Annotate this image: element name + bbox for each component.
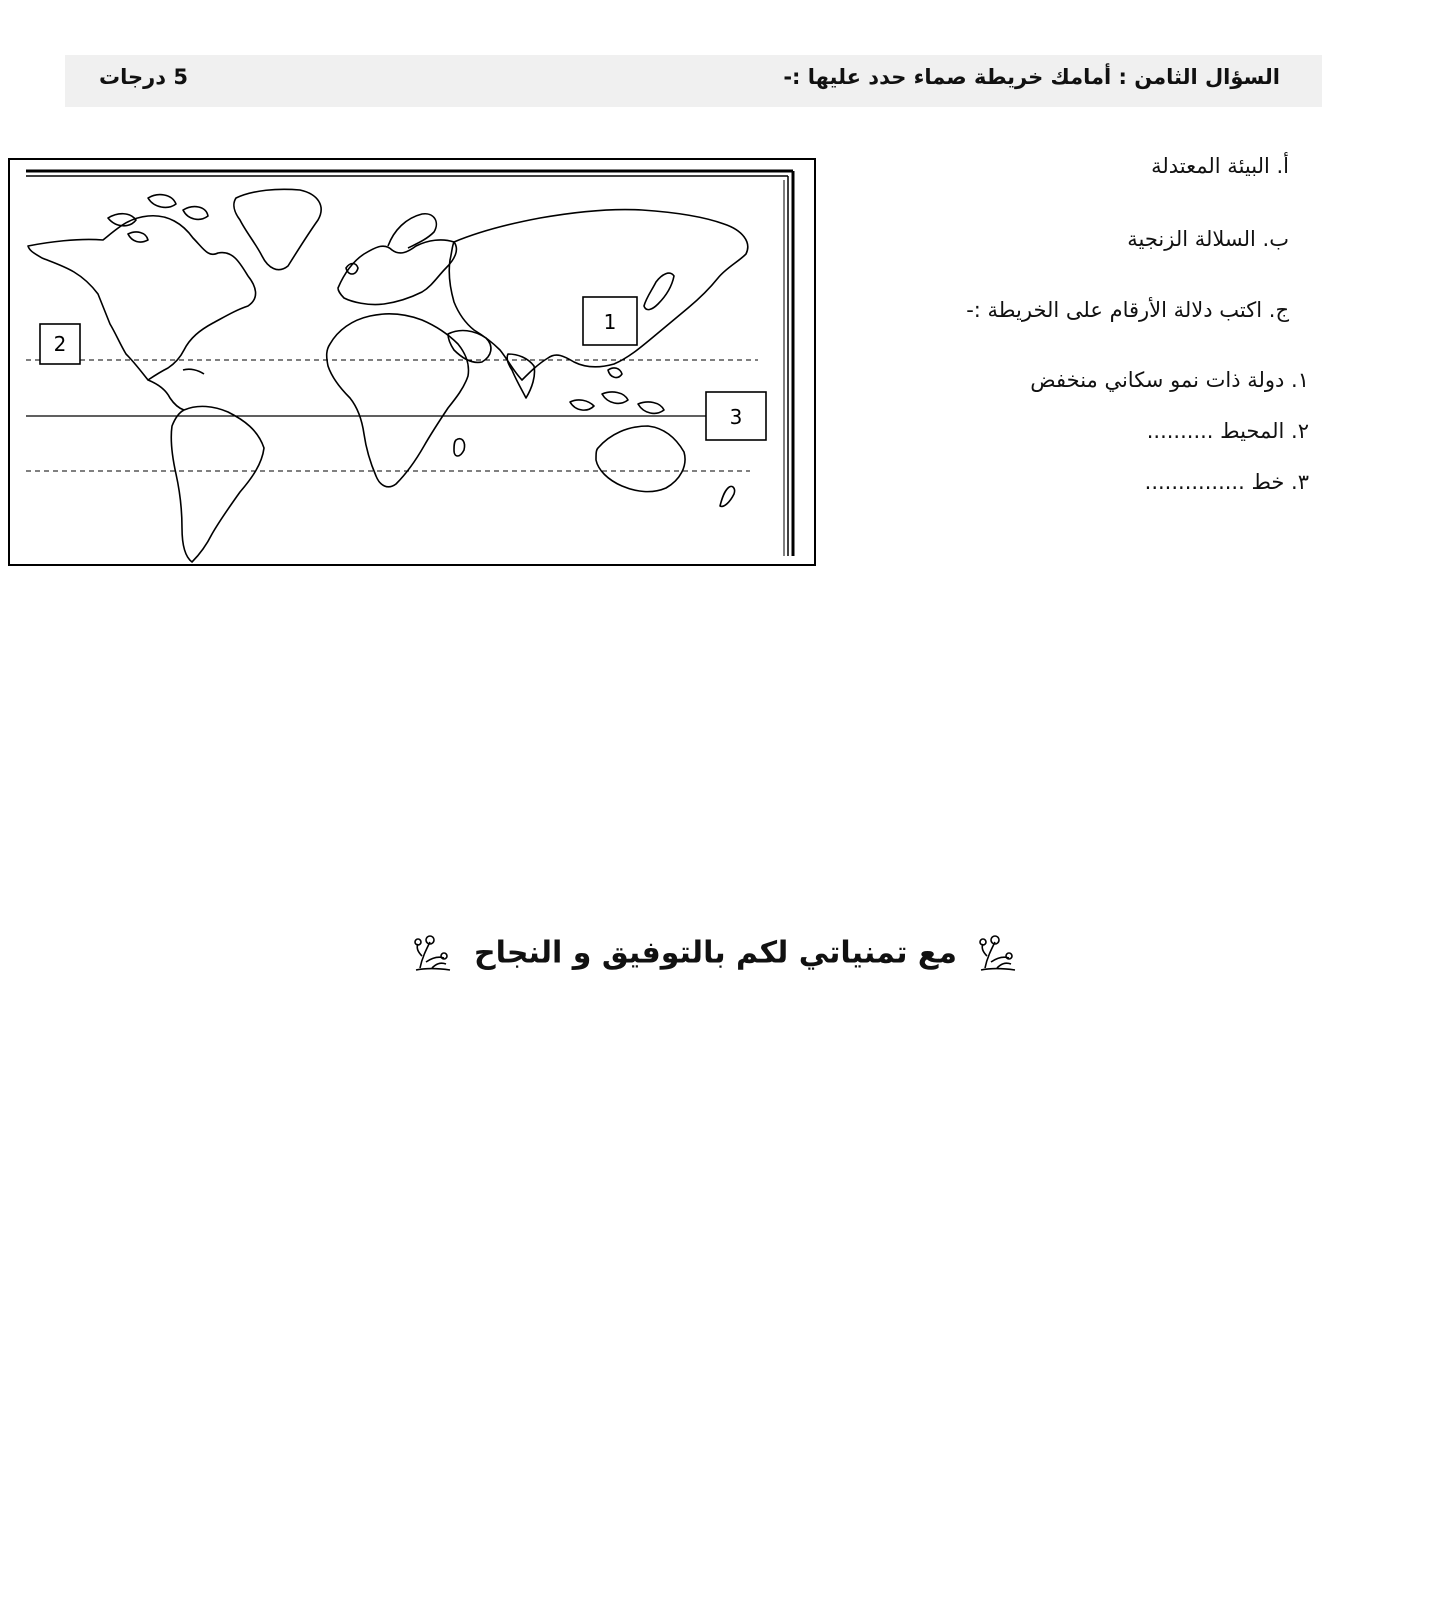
map-box-1-label: 1	[603, 310, 617, 334]
floral-ornament-icon	[975, 932, 1021, 976]
map-box-2-label: 2	[53, 332, 67, 356]
map-box-3-label: 3	[729, 405, 743, 429]
closing-message	[0, 932, 1431, 976]
task-c: ج. اكتب دلالة الأرقام على الخريطة :-	[966, 298, 1289, 322]
answer-item-3: ٣. خط ...............	[1144, 470, 1309, 494]
question-marks: 5 درجات	[99, 65, 188, 89]
floral-ornament-icon	[410, 932, 456, 976]
question-title: السؤال الثامن : أمامك خريطة صماء حدد عليها :-	[783, 65, 1280, 89]
task-b: ب. السلالة الزنجية	[1127, 227, 1289, 251]
blank-world-map	[8, 158, 816, 566]
question-header	[65, 55, 1322, 107]
answer-item-2: ٢. المحيط ..........	[1146, 419, 1309, 443]
task-a: أ. البيئة المعتدلة	[1151, 154, 1289, 178]
closing-text: مع تمنياتي لكم بالتوفيق و النجاح	[473, 935, 957, 971]
answer-item-1: ١. دولة ذات نمو سكاني منخفض	[1030, 368, 1309, 392]
